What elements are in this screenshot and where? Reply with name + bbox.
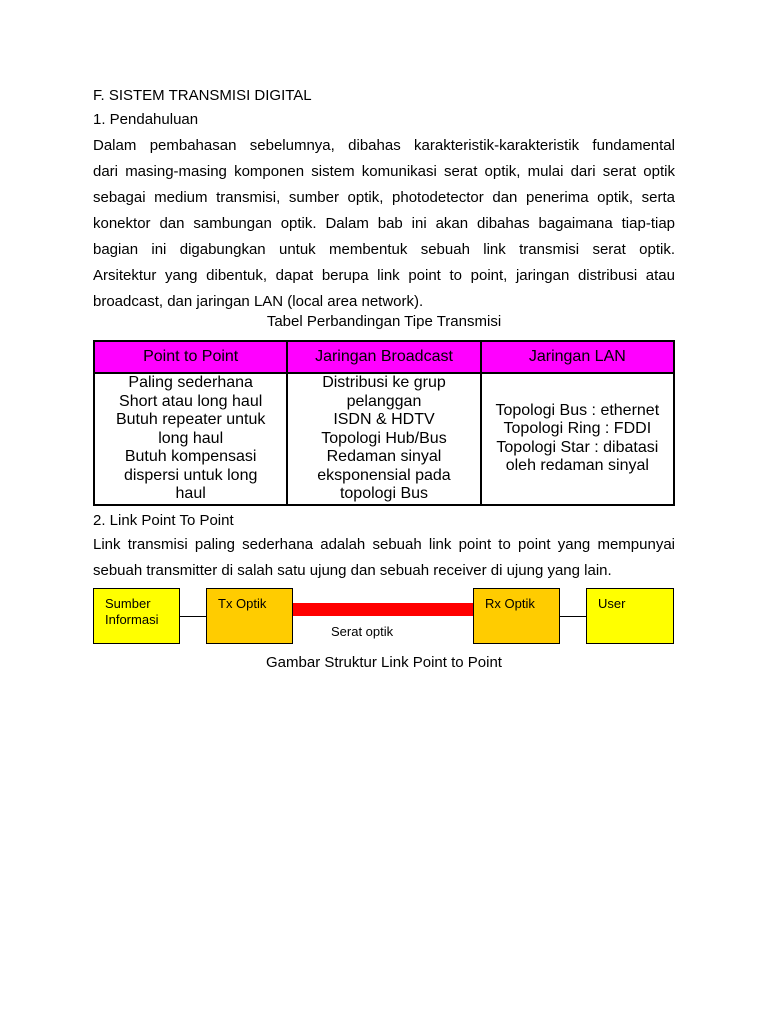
paragraph-line: Dalam pembahasan sebelumnya, dibahas karakteristik-karakteristik fundamental (93, 137, 675, 154)
diagram-caption: Gambar Struktur Link Point to Point (266, 654, 502, 671)
paragraph-line: Arsitektur yang dibentuk, dapat berupa link point to point, jaringan distribusi atau (93, 267, 675, 284)
section1-title: 1. Pendahuluan (93, 111, 199, 128)
comparison-table (93, 340, 675, 506)
cell-line: ISDN & HDTV (333, 411, 435, 428)
cell-line: Distribusi ke grup (322, 374, 446, 391)
section-heading: F. SISTEM TRANSMISI DIGITAL (93, 87, 312, 104)
rx-label: Rx Optik (485, 596, 535, 611)
table-caption: Tabel Perbandingan Tipe Transmisi (266, 313, 502, 330)
fiber-label: Serat optik (331, 624, 394, 639)
paragraph-line: sebagai medium transmisi, sumber optik, photodetector dan penerima optik, serta (93, 189, 675, 206)
table-cell-lan (481, 373, 674, 505)
tx-label: Tx Optik (218, 596, 267, 611)
cell-line: pelanggan (346, 392, 422, 410)
cell-line: topologi Bus (339, 485, 429, 502)
cell-line: Short atau long haul (119, 392, 263, 410)
cell-line: Topologi Star : dibatasi (496, 438, 659, 456)
cell-line: Paling sederhana (128, 374, 253, 391)
table-row (94, 373, 674, 505)
cell-line: haul (175, 485, 206, 502)
table-header-cell: Jaringan Broadcast (287, 341, 480, 373)
paragraph-line: Link transmisi paling sederhana adalah sebuah link point to point yang mempunyai (93, 536, 675, 553)
paragraph-line: bagian ini digabungkan untuk membentuk sebuah link transmisi serat optik. (93, 241, 675, 258)
source-box (93, 588, 180, 644)
connector-line (180, 616, 206, 617)
table-header-row (94, 341, 674, 373)
link-paragraph (93, 532, 675, 584)
cell-line: Topologi Hub/Bus (321, 429, 447, 447)
source-label-line: Sumber (105, 596, 151, 611)
cell-line: long haul (158, 429, 224, 447)
source-label-line: Informasi (105, 612, 159, 627)
link-diagram (93, 588, 675, 648)
rx-box (473, 588, 560, 644)
paragraph-line: konektor dan sambungan optik. Dalam bab ini akan dibahas bagaimana tiap-tiap (93, 215, 675, 232)
paragraph-line: dari masing-masing komponen sistem komunikasi serat optik, mulai dari serat optik (93, 163, 675, 180)
table-cell-broadcast (287, 373, 480, 505)
table-header-cell: Jaringan LAN (481, 341, 674, 373)
cell-line: dispersi untuk long (123, 466, 258, 484)
intro-paragraph (93, 133, 675, 315)
cell-line: Topologi Ring : FDDI (503, 420, 652, 438)
cell-line: Redaman sinyal (326, 448, 442, 465)
cell-line: Butuh kompensasi (124, 448, 257, 465)
cell-line: Topologi Bus : ethernet (495, 401, 660, 419)
table-header-cell: Point to Point (94, 341, 287, 373)
connector-line (560, 616, 586, 617)
user-box (586, 588, 674, 644)
cell-line: Butuh repeater untuk (115, 411, 266, 428)
tx-box (206, 588, 293, 644)
cell-line: oleh redaman sinyal (505, 457, 649, 475)
cell-line: eksponensial pada (317, 466, 451, 484)
section2-title: 2. Link Point To Point (93, 512, 234, 529)
paragraph-line: broadcast, dan jaringan LAN (local area network). (93, 293, 424, 310)
paragraph-line: sebuah transmitter di salah satu ujung dan sebuah receiver di ujung yang lain. (93, 562, 612, 579)
table-cell-point-to-point (94, 373, 287, 505)
fiber-link (293, 603, 473, 616)
user-label: User (598, 596, 626, 611)
